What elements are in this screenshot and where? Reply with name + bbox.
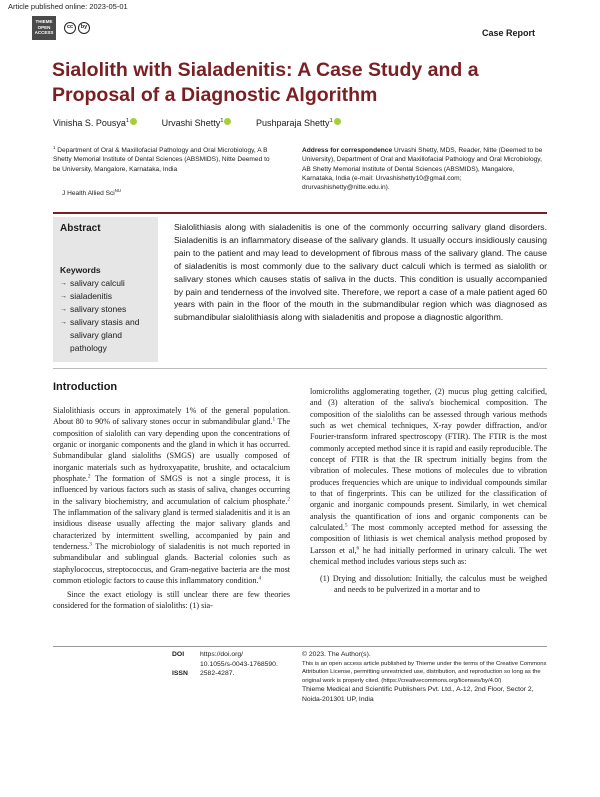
author-affiliation-sup: 1 [220,118,224,124]
cc-icon: cc [64,22,76,34]
abstract-bottom-rule [53,368,547,369]
affiliation [53,146,278,174]
affiliation-sup: 1 [53,144,56,150]
copyright-line: © 2023. The Author(s). [302,651,371,658]
journal-name: J Health Allied Sci [62,190,115,197]
introduction-heading: Introduction [53,381,118,393]
citation[interactable]: 1 [272,416,276,423]
author[interactable] [256,118,341,128]
correspondence [302,146,547,192]
doi-block [172,650,287,679]
abstract-heading: Abstract [60,223,101,234]
abstract-top-rule [53,212,547,214]
intro-paragraph: Since the exact etiology is still unclear there are few theories considered for the formation of sialoliths: (1) sia- [53,589,290,610]
intro-paragraph: lomicroliths agglomerating together, (2) mucus plug getting calcified, and (3) alteration of the saliva's biochemical composition. The composition of the sialoliths can be assessed through various methods such as wet chemical techniques, X-ray powder diffraction, and/or Fourier-transform infrared spectroscopy (FTIR). The FTIR is the most commonly accepted method since it is rapid and easily reproducible. The concept of FTIR is that the IR spectrum initially begins from the vibration of molecules. These motions of molecules due to vibration produces frequencies which are unique to individual compounds similar to that of fingerprints. This can be utilized for the classification of organic and inorganic compounds present. Similarly, in wet chemical analysis the quantification of ions and organic components can be calculated.$^5$ The most commonly accepted method for assessing the composition of lithiasis is wet chemical analysis method proposed by Larsson et al,$^6$ he had initially performed in urinary calculi. The wet chemical method includes various steps such as: [310,387,547,567]
published-date: Article published online: 2023-05-01 [8,2,128,11]
logo-line-3: ACCESS [34,30,54,35]
orcid-icon[interactable] [130,118,137,125]
logo-line-1: THIEME [35,19,53,24]
body-column-left [53,405,290,611]
correspondence-text: Urvashi Shetty, MDS, Reader, Nitte (Deemed to be University), Department of Oral and Maxillofacial Pathology and Oral Microbiology, AB Shetty Memorial Institute of Dental Sciences (ABSMIDS), Mangalore, Karnataka, India (e-mail: Urvashishetty10@gmail.com; drurvashishetty@nitte.edu.in). [302,147,543,192]
doi-link[interactable]: https://doi.org/ [200,651,244,658]
doi-label: DOI [172,651,185,658]
affiliation-text: Department of Oral & Maxillofacial Pathology and Oral Microbiology, A B Shetty Memorial Institute of Dental Sciences (ABSMIDS), Nitte Deemed to be University, Mangalore, Karnataka, India [53,147,270,173]
author-name: Urvashi Shetty [161,118,221,128]
method-step: (1) Drying and dissolution: Initially, the calculus must be weighed and needs to be pulverized in a mortar and to [320,573,547,594]
author-name: Pushparaja Shetty [255,118,330,128]
body-column-right [310,386,547,595]
author-affiliation-sup: 1 [329,118,333,124]
footer-rule [53,646,547,647]
by-attribution-icon: by [78,22,90,34]
thieme-open-access-logo[interactable] [32,16,56,40]
citation[interactable]: 2 [287,496,290,503]
issn-label: ISSN [172,670,188,677]
keywords-list [60,277,155,355]
keyword-item: → salivary stones [60,303,155,316]
doi-value[interactable]: 10.1055/s-0043-1768590. [200,660,278,668]
orcid-icon[interactable] [334,118,341,125]
journal-sup: NU [114,187,121,193]
intro-paragraph: Sialolithiasis occurs in approximately 1% of the general population. About 80 to 90% of salivary stones occur in submandibular gland.$^1$ The composition of sialolith can vary depending upon the concentrations of organic or inorganic components and the gland in which it has occurred. Submandibular gland sialoliths (SMGS) are usually composed of inorganic materials such as hydroxyapatite, brushite, and octacalcium phosphate.$^2$ The formation of SMGS is not a single process, it is influenced by various factors such as stasis of saliva, changes occurring in the salivary biochemistry, and accumulation of calcium phosphate.$^2$ The inflammation of the salivary gland is termed sialadenitis and it is an insidious disease usually affecting the major salivary glands and characterized by intermittent swelling, accompanied by pain and tenderness.$^3$ The microbiology of sialadenitis is not much reported in submandibular and sublingual glands. Bacterial colonies such as staphylococcus, streptococcus, and Gram-negative bacteria are the most common etiologic factors to cause this inflammatory condition.$^4$ [53,406,290,586]
logo-line-2: OPEN [37,24,51,30]
citation[interactable]: 2 [87,473,91,480]
article-title: Sialolith with Sialadenitis: A Case Study and a Proposal of a Diagnostic Algorithm [52,59,479,106]
article-type-label: Case Report [481,28,535,38]
publisher-address: Thieme Medical and Scientific Publishers Pvt. Ltd., A-12, 2nd Floor, Sector 2, Noida-201301 UP, India [302,686,534,703]
keywords-heading: Keywords [60,265,101,275]
correspondence-label: Address for correspondence [302,147,393,154]
orcid-icon[interactable] [224,118,231,125]
issn-value: 2582-4287. [200,670,235,677]
citation[interactable]: 3 [89,541,92,548]
license-block [302,650,547,704]
keyword-item: → sialadenitis [60,290,155,303]
author[interactable] [53,118,137,128]
journal-reference [62,187,121,197]
citation[interactable]: 6 [356,545,360,552]
abstract-text: Sialolithiasis along with sialadenitis is one of the commonly occurring salivary gland disorders. Sialadenitis is an inflammatory disease of the salivary glands. It usually occurs insidiously causing pain to the patient and may lead to development of fibrous mass of the salivary gland. The cause of sialadenitis is most commonly due to the salivary duct calculi which is termed as sialolith or salivary stones which causes statis of saliva in the ducts. This condition is usually accompanied by pain and tenderness of the involved site. Therefore, we report a case of a male patient aged 60 years with pain in the floor of the mouth in the submandibular region which was diagnosed as submandibular sialolithiasis along with sialadenitis and propose a diagnostic algorithm. [174,222,547,323]
author-affiliation-sup: 1 [125,118,130,124]
citation[interactable]: 4 [258,575,262,582]
creative-commons-icons[interactable] [64,22,90,34]
keyword-item: → salivary stasis and salivary gland pathology [60,316,155,355]
author[interactable] [162,118,232,128]
citation[interactable]: 5 [344,522,348,529]
license-text: This is an open access article published by Thieme under the terms of the Creative Commons Attribution License, permitting unrestricted use, distribution, and reproduction so long as the original work is properly cited. (https://creativecommons.org/licenses/by/4.0/) [302,660,547,684]
author-list [53,118,363,128]
keyword-item: → salivary calculi [60,277,155,290]
author-name: Vinisha S. Pousya [53,118,126,128]
